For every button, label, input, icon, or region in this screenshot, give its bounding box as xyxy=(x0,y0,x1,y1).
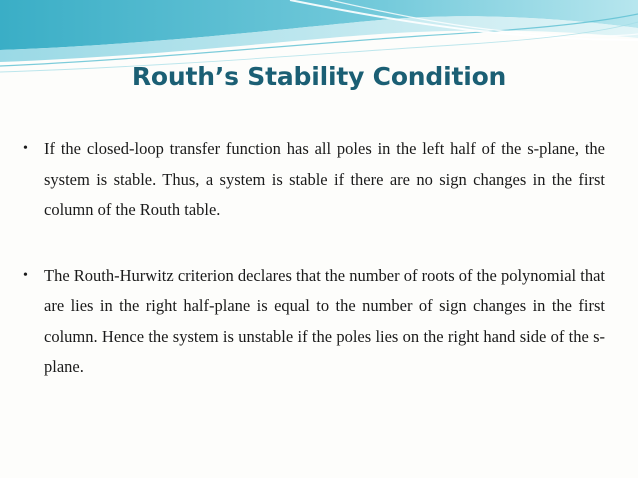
slide-title: Routh’s Stability Condition xyxy=(131,62,507,91)
bullet-list xyxy=(23,134,605,383)
bullet-item-criterion xyxy=(23,261,605,383)
bullet-item-stability xyxy=(23,134,605,226)
bullet-text: If the closed-loop transfer function has all poles in the left half of the s-plane, the system is stable. Thus, a system is stable if there are no sign changes in the first column of the Routh table. xyxy=(44,139,605,219)
bullet-text: The Routh-Hurwitz criterion declares that the number of roots of the polynomial that are lies in the right half-plane is equal to the number of sign changes in the first column. Hence the system is unstable if the poles lies on the right hand side of the s-plane. xyxy=(44,265,605,376)
bullet-marker: • xyxy=(23,267,28,283)
bullet-marker: • xyxy=(23,141,28,156)
